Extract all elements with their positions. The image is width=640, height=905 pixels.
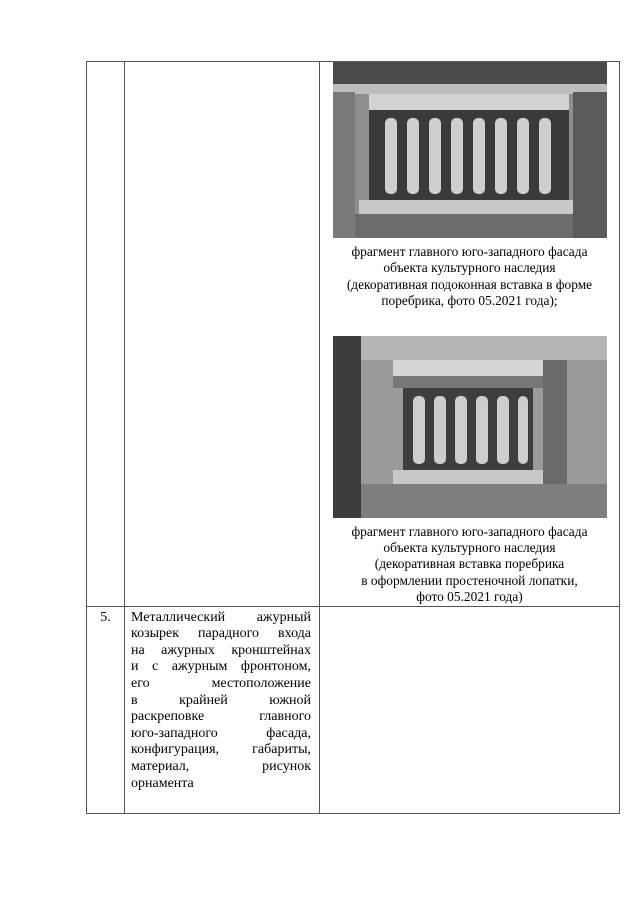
figure	[333, 336, 607, 606]
facade-photo-window-insert	[333, 62, 607, 238]
heritage-table	[86, 61, 620, 814]
photo-caption: фрагмент главного юго-западного фасада объекта культурного наследия (декоративная подоконная вставка в форме поребрика, фото 05.2021 года);	[346, 244, 593, 309]
facade-photo-pilaster-insert	[333, 336, 607, 518]
photo-cell	[320, 62, 620, 607]
description-cell	[125, 606, 320, 813]
table-row	[87, 62, 620, 607]
photo-cell	[320, 606, 620, 813]
photo-caption: фрагмент главного юго-западного фасада объекта культурного наследия (декоративная вставка поребрика в оформлении простеночной лопатки, фото 05.2021 года)	[351, 523, 588, 605]
number-cell	[87, 62, 125, 607]
figure	[333, 62, 607, 310]
number-cell: 5.	[87, 606, 125, 813]
description-cell	[125, 62, 320, 607]
table-row	[87, 606, 620, 813]
item-description: Металлический ажурный козырек парадного входа на ажурных кронштейнах и с ажурным фронтоном, его местоположение в крайней южной раскреповке главного юго-западного фасада, конфигурация, габариты, материал, рисунок орнамента	[131, 609, 311, 791]
